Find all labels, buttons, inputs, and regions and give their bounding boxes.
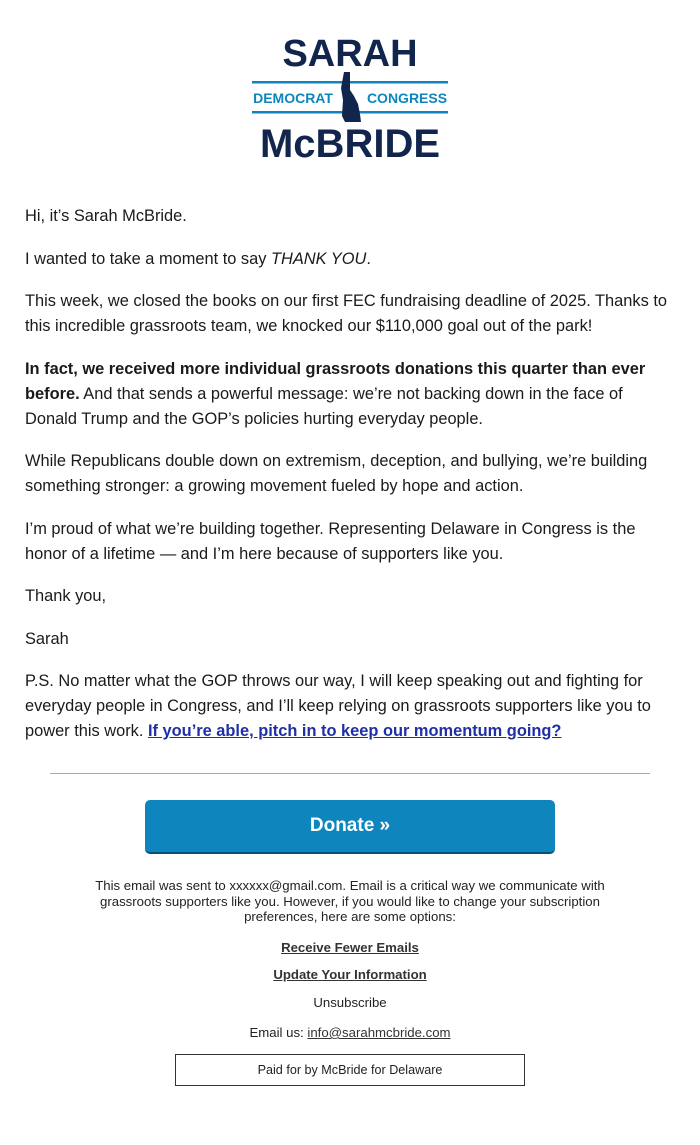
thank-you-end: . <box>366 249 371 268</box>
footer-update-info-row <box>0 967 700 982</box>
donations-rest: And that sends a powerful message: we’re not backing down in the face of Donald Trump and the GOP’s policies hurting everyday people. <box>25 384 623 428</box>
logo-label-democrat: DEMOCRAT <box>253 90 333 106</box>
donations-paragraph <box>25 357 677 432</box>
logo-name-top: SARAH <box>282 33 418 75</box>
signoff: Thank you, <box>25 587 107 605</box>
divider <box>50 773 650 774</box>
footer-email-row <box>0 1025 700 1040</box>
logo-name-bottom: McBRIDE <box>259 122 441 165</box>
footer-fewer-emails-row <box>0 940 700 955</box>
pitch-in-link[interactable]: If you’re able, pitch in to keep our momentum going? <box>147 722 562 740</box>
contact-email-link[interactable]: info@sarahmcbride.com <box>307 1025 451 1040</box>
thank-you-paragraph <box>25 247 677 272</box>
postscript <box>25 669 677 744</box>
campaign-logo-graphic <box>250 30 450 165</box>
logo-label-congress: CONGRESS <box>366 90 448 106</box>
donations-bold: In fact, we received more individual grassroots donations this quarter than ever before. <box>25 359 646 403</box>
fundraising-paragraph: This week, we closed the books on our first FEC fundraising deadline of 2025. Thanks to this incredible grassroots team, we knocked our $110,000 goal out of the park! <box>25 292 668 335</box>
movement-paragraph: While Republicans double down on extremism, deception, and bullying, we’re building something stronger: a growing movement fueled by hope and action. <box>25 452 648 495</box>
footer-note: This email was sent to xxxxxx@gmail.com. Email is a critical way we communicate with grassroots supporters like you. However, if you would like to change your subscription preferences, here are some options: <box>95 878 605 924</box>
email-us-label: Email us: <box>249 1025 308 1040</box>
update-information-link[interactable]: Update Your Information <box>273 967 427 982</box>
campaign-logo <box>250 30 450 165</box>
postscript-text: P.S. No matter what the GOP throws our way, I will keep speaking out and fighting for everyday people in Congress, and I’ll keep relying on grassroots supporters like you to power this work. <box>25 672 651 740</box>
signature: Sarah <box>25 629 69 648</box>
unsubscribe-link[interactable]: Unsubscribe <box>313 995 387 1010</box>
thank-you-emphasis: THANK YOU <box>271 249 367 268</box>
greeting: Hi, it’s Sarah McBride. <box>25 207 187 225</box>
delaware-state-icon <box>341 72 361 122</box>
thank-you-text: I wanted to take a moment to say <box>25 249 271 268</box>
receive-fewer-emails-link[interactable]: Receive Fewer Emails <box>281 940 419 955</box>
donate-button[interactable]: Donate » <box>145 800 555 854</box>
email-body <box>25 204 677 762</box>
proud-paragraph: I’m proud of what we’re building together. Representing Delaware in Congress is the honor of a lifetime — and I’m here because of supporters like you. <box>25 519 636 563</box>
paid-for-disclaimer: Paid for by McBride for Delaware <box>175 1054 525 1086</box>
